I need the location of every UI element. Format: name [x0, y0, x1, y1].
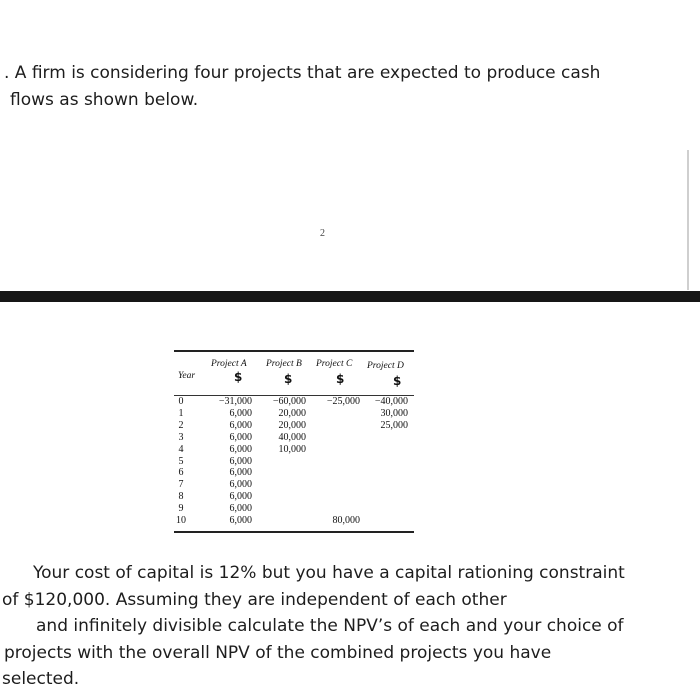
page-divider-bar	[0, 291, 700, 302]
project-c-cell: −25,000	[326, 396, 360, 407]
header-project-b: Project B	[266, 359, 302, 369]
year-cell: 4	[178, 443, 184, 455]
project-b-cell: 20,000	[278, 419, 306, 431]
header-year: Year	[178, 371, 196, 381]
question-body-line-3: and infinitely divisible calculate the NPV’s of each and your choice of	[36, 616, 624, 636]
question-intro-line-2: flows as shown below.	[10, 90, 199, 110]
table-top-rule	[174, 350, 414, 352]
question-intro-line-1: . A firm is considering four projects that are expected to produce cash	[4, 63, 601, 83]
question-body	[0, 560, 700, 693]
question-intro	[4, 60, 654, 114]
project-b-cell: −60,000	[272, 396, 306, 407]
project-a-cell: 6,000	[229, 407, 252, 419]
year-cell: 9	[178, 503, 184, 515]
project-a-cell: 6,000	[229, 467, 252, 479]
page-number: 2	[320, 228, 325, 239]
year-cell: 3	[178, 431, 184, 443]
currency-project-d: $	[393, 374, 402, 388]
currency-project-a: $	[234, 370, 243, 384]
project-a-cell: 6,000	[229, 455, 252, 467]
year-cell: 5	[178, 455, 184, 467]
project-d-cell: 30,000	[380, 407, 408, 419]
year-cell: 7	[178, 479, 184, 491]
year-cell: 8	[178, 491, 184, 503]
header-project-a: Project A	[211, 359, 247, 369]
table-bottom-rule	[174, 531, 414, 533]
project-c-cell: 80,000	[332, 515, 360, 526]
question-body-line-2: of $120,000. Assuming they are independent of each other	[2, 589, 507, 610]
question-body-line-1: Your cost of capital is 12% but you have a capital rationing constraint	[33, 563, 625, 583]
project-b-cell: 10,000	[278, 443, 306, 455]
project-b-cell: 40,000	[278, 431, 306, 443]
header-project-c: Project C	[316, 359, 353, 369]
project-a-cell: 6,000	[229, 443, 252, 455]
header-project-d: Project D	[367, 361, 404, 371]
project-a-cell: 6,000	[229, 503, 252, 515]
question-body-line-5: selected.	[2, 669, 80, 689]
project-a-cell: 6,000	[229, 419, 252, 431]
project-d-cell: 25,000	[380, 419, 408, 431]
page-edge-shadow	[687, 150, 689, 290]
year-cell: 10	[176, 515, 186, 526]
year-cell: 2	[178, 419, 184, 431]
project-b-cell: 20,000	[278, 407, 306, 419]
project-a-cell: 6,000	[229, 431, 252, 443]
year-cell: 1	[178, 407, 184, 419]
project-a-cell: 6,000	[229, 515, 252, 526]
project-a-cell: 6,000	[229, 479, 252, 491]
question-body-line-4: projects with the overall NPV of the combined projects you have	[4, 642, 552, 663]
project-a-cell: 6,000	[229, 491, 252, 503]
currency-project-b: $	[284, 372, 293, 386]
year-cell: 0	[178, 396, 184, 407]
project-d-cell: −40,000	[374, 396, 408, 407]
year-cell: 6	[178, 467, 184, 479]
project-a-cell: −31,000	[218, 396, 252, 407]
currency-project-c: $	[336, 372, 345, 386]
